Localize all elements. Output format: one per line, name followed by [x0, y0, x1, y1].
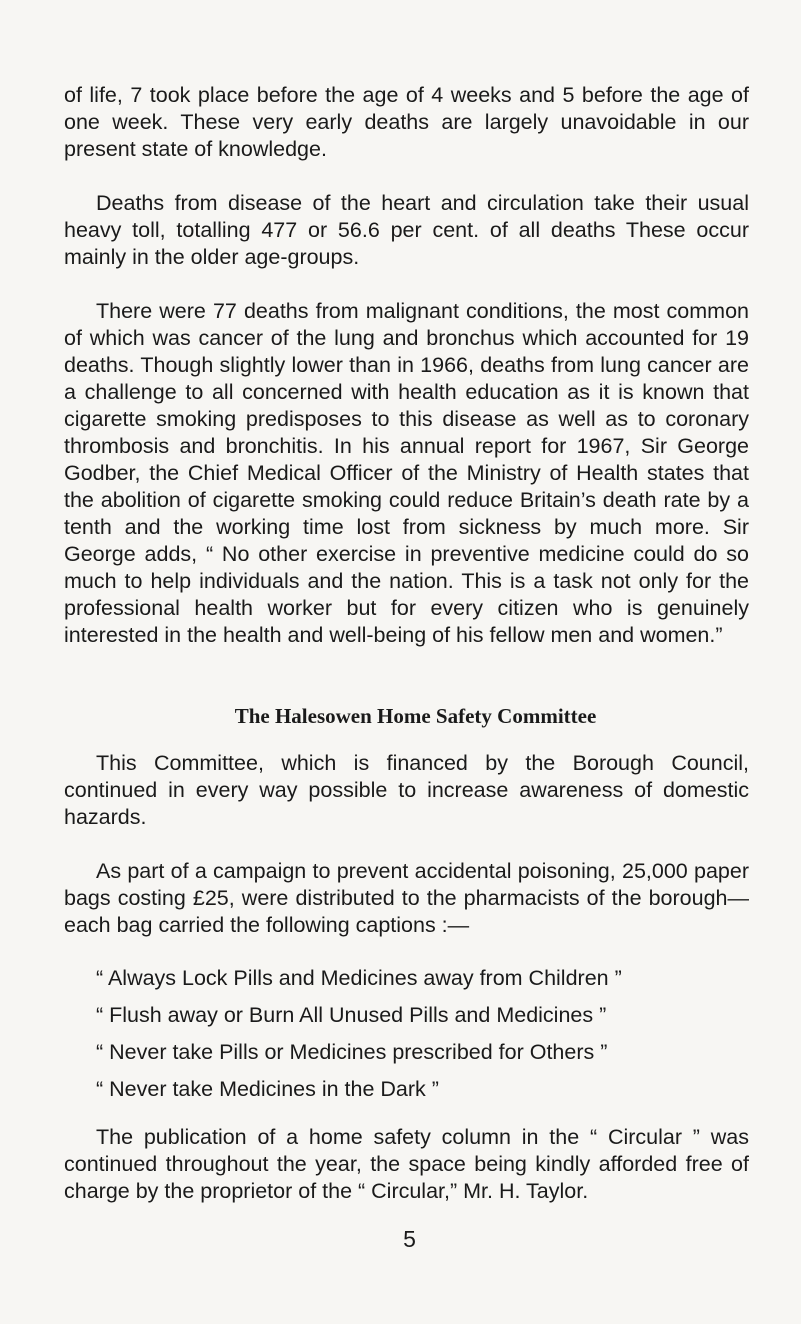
caption-item: “ Flush away or Burn All Unused Pills and Medicines ” — [96, 1003, 607, 1027]
caption-list — [64, 965, 749, 1103]
paragraph-campaign: As part of a campaign to prevent accidental poisoning, 25,000 paper bags costing £25, were distributed to the pharmacists of the borough—each bag carried the following captions :— — [64, 859, 749, 937]
paragraph-publication: The publication of a home safety column in the “ Circular ” was continued throughout the year, the space being kindly afforded free of charge by the proprietor of the “ Circular,” Mr. H. Taylor. — [64, 1125, 749, 1203]
paragraph-malignant-deaths: There were 77 deaths from malignant conditions, the most common of which was cancer of the lung and bronchus which accounted for 19 deaths. Though slightly lower than in 1966, deaths from lung cancer are a challenge to all concerned with health education as it is known that cigarette smoking predisposes to this disease as well as to coronary thrombosis and bronchitis. In his annual report for 1967, Sir George Godber, the Chief Medical Officer of the Ministry of Health states that the abolition of cigarette smoking could reduce Britain’s death rate by a tenth and the working time lost from sickness by much more. Sir George adds, “ No other exercise in preventive medicine could do so much to help individuals and the nation. This is a task not only for the professional health worker but for every citizen who is genuinely interested in the health and well-being of his fellow men and women.” — [64, 299, 749, 647]
caption-item: “ Never take Pills or Medicines prescribed for Others ” — [96, 1040, 608, 1064]
page-number: 5 — [403, 1226, 416, 1252]
paragraph-committee: This Committee, which is financed by the Borough Council, continued in every way possible to increase awareness of domestic hazards. — [64, 751, 749, 829]
paragraph-heart-deaths: Deaths from disease of the heart and circulation take their usual heavy toll, totalling 477 or 56.6 per cent. of all deaths These occur mainly in the older age-groups. — [64, 191, 749, 269]
caption-item: “ Never take Medicines in the Dark ” — [96, 1077, 439, 1101]
paragraph-infant-deaths: of life, 7 took place before the age of 4 weeks and 5 before the age of one week. These very early deaths are largely unavoidable in our present state of knowledge. — [64, 83, 749, 161]
caption-item: “ Always Lock Pills and Medicines away from Children ” — [96, 966, 622, 990]
section-heading: The Halesowen Home Safety Committee — [234, 704, 597, 728]
